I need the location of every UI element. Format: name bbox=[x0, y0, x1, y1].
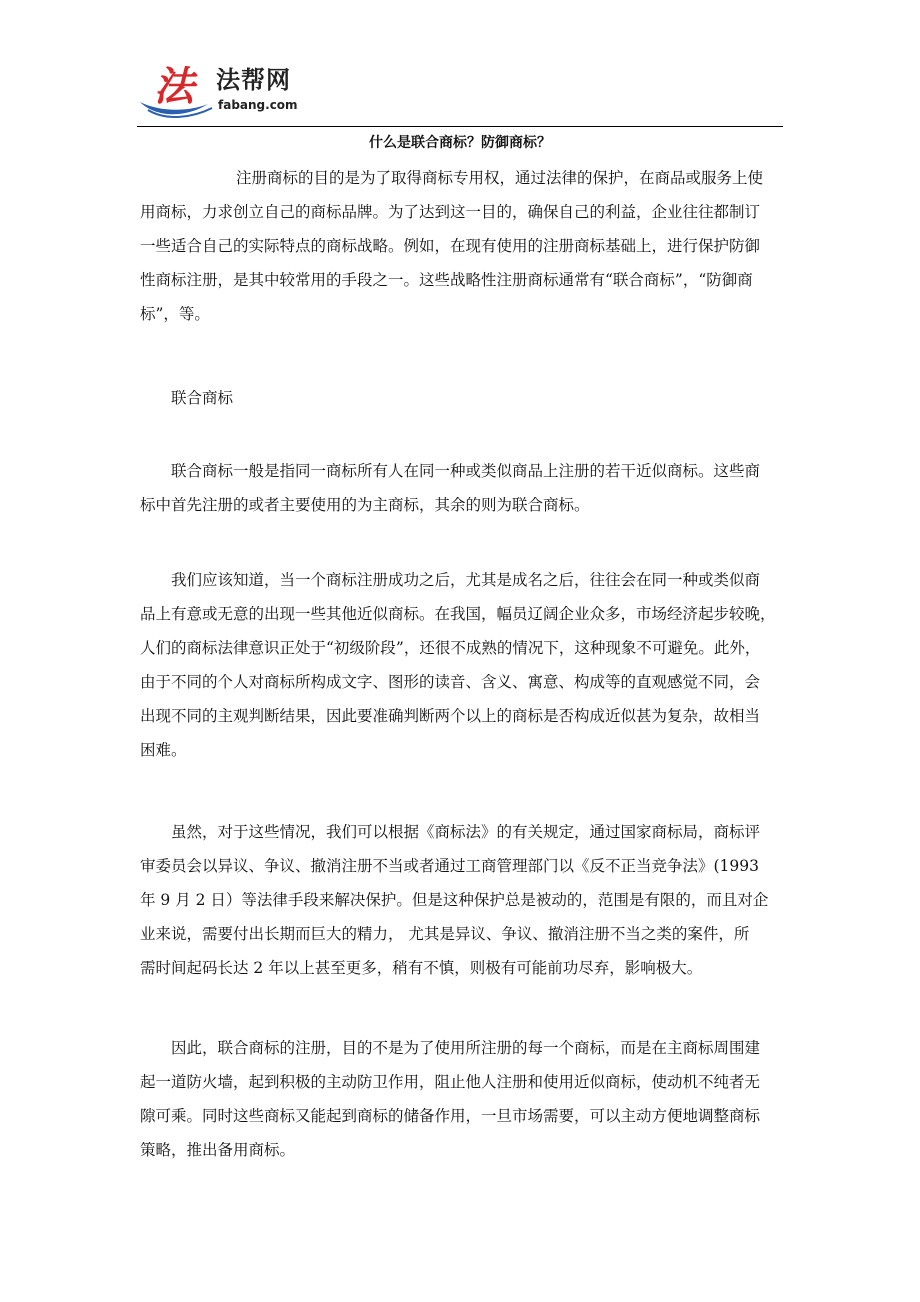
paragraph-line: 出现不同的主观判断结果，因此要准确判断两个以上的商标是否构成近似甚为复杂，故相当 bbox=[140, 707, 761, 725]
paragraph-line: 标中首先注册的或者主要使用的为主商标，其余的则为联合商标。 bbox=[140, 496, 590, 514]
paragraph-line: 审委员会以异议、争议、撤消注册不当或者通过工商管理部门以《反不正当竞争法》(1993 bbox=[140, 857, 759, 875]
paragraph-line: 起一道防火墙，起到积极的主动防卫作用，阻止他人注册和使用近似商标，使动机不纯者无 bbox=[140, 1073, 761, 1091]
paragraph-line: 困难。 bbox=[140, 741, 187, 759]
paragraph-line: 注册商标的目的是为了取得商标专用权，通过法律的保护，在商品或服务上使 bbox=[236, 169, 764, 187]
paragraph-line: 性商标注册，是其中较常用的手段之一。这些战略性注册商标通常有“联合商标”，“防御商 bbox=[140, 271, 753, 289]
paragraph-line: 人们的商标法律意识正处于“初级阶段”，还很不成熟的情况下，这种现象不可避免。此外， bbox=[140, 639, 761, 657]
intro-paragraph bbox=[140, 161, 780, 331]
paragraph-line: 因此，联合商标的注册，目的不是为了使用所注册的每一个商标，而是在主商标周围建 bbox=[171, 1039, 761, 1057]
paragraph-line: 联合商标一般是指同一商标所有人在同一种或类似商品上注册的若干近似商标。这些商 bbox=[171, 462, 761, 480]
section-heading-paragraph bbox=[140, 381, 780, 415]
paragraph-line: 我们应该知道，当一个商标注册成功之后，尤其是成名之后，往往会在同一种或类似商 bbox=[171, 571, 761, 589]
paragraph-line: 品上有意或无意的出现一些其他近似商标。在我国，幅员辽阔企业众多，市场经济起步较晚， bbox=[140, 605, 776, 623]
remedy-paragraph bbox=[140, 815, 780, 985]
paragraph-line: 由于不同的个人对商标所构成文字、图形的读音、含义、寓意、构成等的直观感觉不同，会 bbox=[140, 673, 761, 691]
paragraph-line: 一些适合自己的实际特点的商标战略。例如，在现有使用的注册商标基础上，进行保护防御 bbox=[140, 237, 761, 255]
header-divider bbox=[137, 126, 783, 127]
paragraph-line: 标”，等。 bbox=[140, 305, 210, 323]
paragraph-line: 策略，推出备用商标。 bbox=[140, 1141, 296, 1159]
paragraph-line: 业来说，需要付出长期而巨大的精力， 尤其是异议、争议、撤消注册不当之类的案件，所 bbox=[140, 925, 750, 943]
logo-domain: fabang.com bbox=[218, 98, 298, 112]
logo-text: 法帮网 bbox=[216, 66, 291, 94]
paragraph-line: 用商标，力求创立自己的商标品牌。为了达到这一目的，确保自己的利益，企业往往都制订 bbox=[140, 203, 761, 221]
site-logo[interactable] bbox=[136, 58, 326, 124]
paragraph-line: 隙可乘。同时这些商标又能起到商标的储备作用，一旦市场需要，可以主动方便地调整商标 bbox=[140, 1107, 761, 1125]
conclusion-paragraph bbox=[140, 1031, 780, 1167]
paragraph-line: 虽然，对于这些情况，我们可以根据《商标法》的有关规定，通过国家商标局，商标评 bbox=[171, 823, 761, 841]
article-title: 什么是联合商标？防御商标？ bbox=[369, 135, 551, 151]
definition-paragraph bbox=[140, 454, 780, 522]
paragraph-line: 年 9 月 2 日）等法律手段来解决保护。但是这种保护总是被动的，范围是有限的，而且对企 bbox=[140, 891, 769, 909]
paragraph-line: 需时间起码长达 2 年以上甚至更多，稍有不慎，则极有可能前功尽弃，影响极大。 bbox=[140, 959, 703, 977]
problem-paragraph bbox=[140, 563, 780, 767]
section-heading: 联合商标 bbox=[171, 389, 234, 407]
logo-mark-char: 法 bbox=[154, 63, 194, 110]
fabang-logo-mark-icon bbox=[136, 58, 218, 124]
